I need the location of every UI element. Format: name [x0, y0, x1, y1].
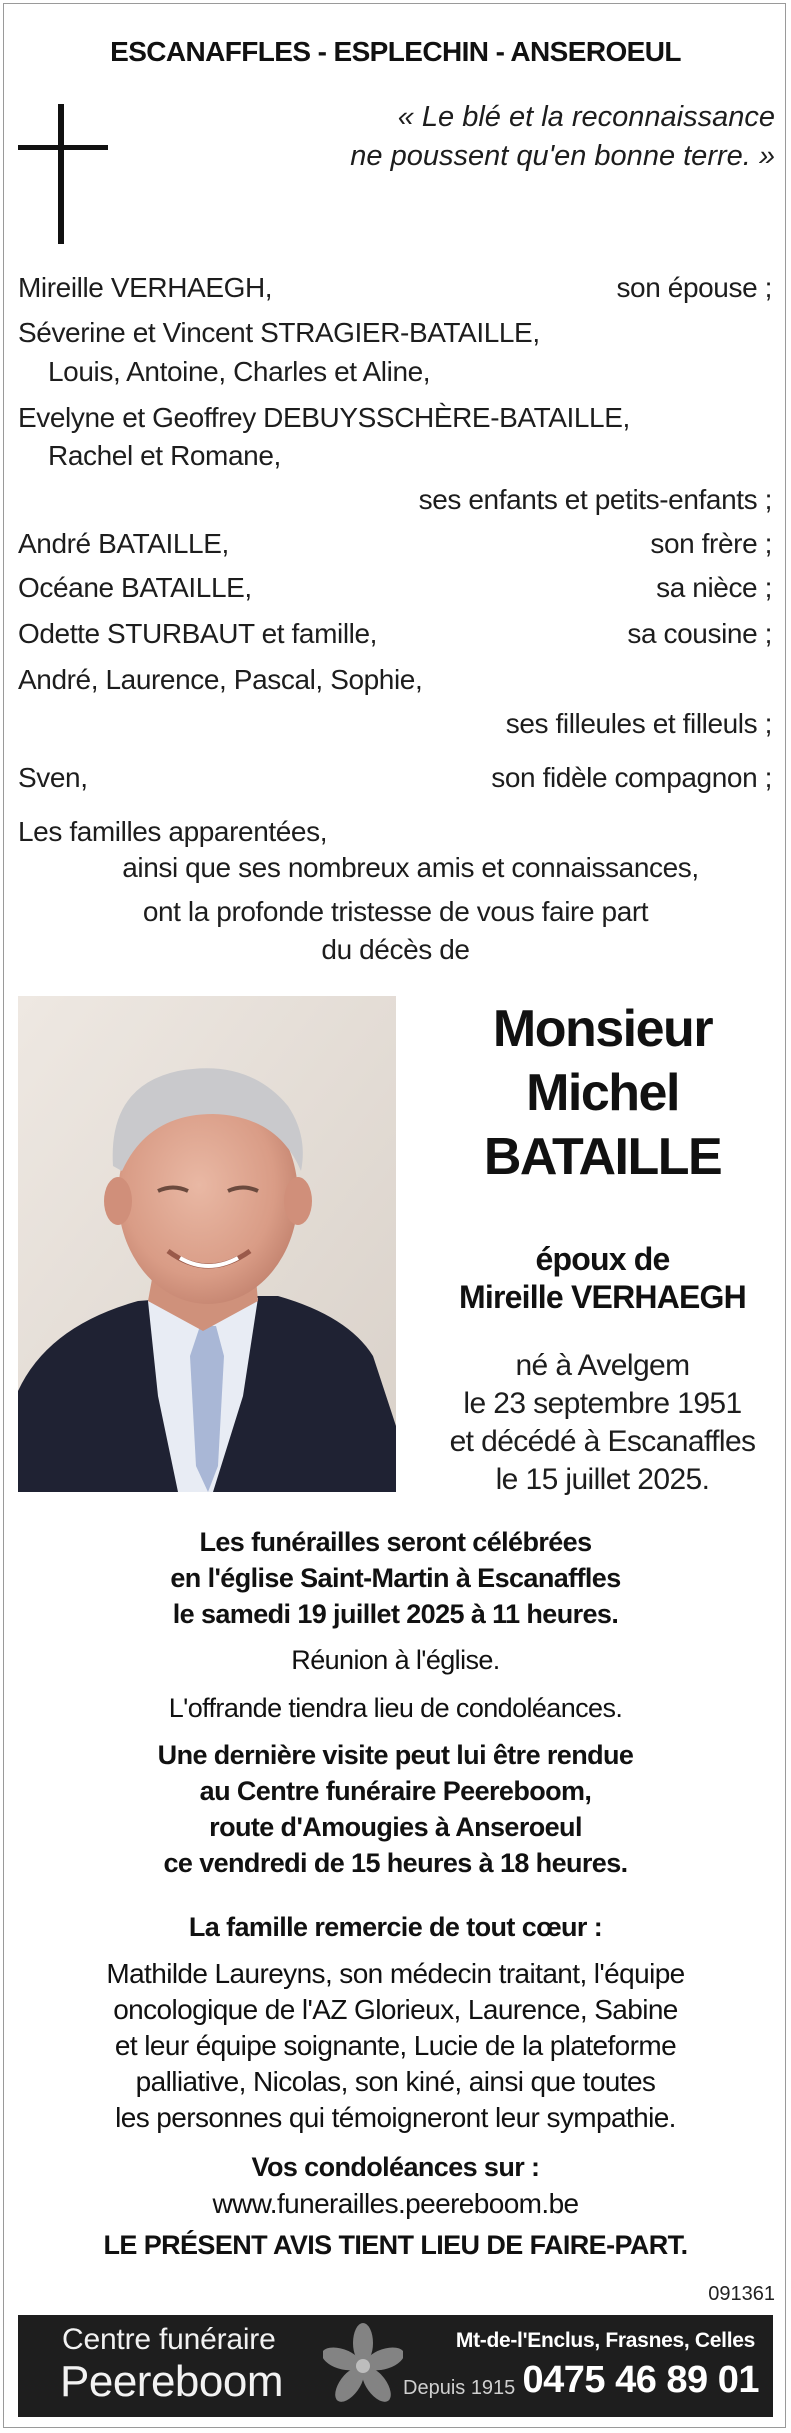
- banner-phone[interactable]: 0475 46 89 01: [522, 2359, 759, 2401]
- death-place: et décédé à Escanaffles: [449, 1425, 756, 1458]
- funeral-home-banner: [18, 2315, 773, 2417]
- relative-name: André BATAILLE,: [18, 528, 229, 559]
- relative-name: Sven,: [18, 762, 88, 793]
- deceased-title: Monsieur: [492, 1000, 713, 1058]
- family-row-brother: [18, 522, 772, 566]
- family-row-spouse: [18, 266, 772, 310]
- family-row-children: [18, 478, 772, 522]
- reference-number: 091361: [708, 2283, 775, 2305]
- relative-name: André, Laurence, Pascal, Sophie,: [18, 664, 423, 695]
- visit-line: Une dernière visite peut lui être rendue: [157, 1740, 634, 1770]
- funeral-line: L'offrande tiendra lieu de condoléances.: [168, 1693, 623, 1723]
- villages-heading: ESCANAFFLES - ESPLECHIN - ANSEROEUL: [110, 36, 681, 67]
- funeral-line: Réunion à l'église.: [291, 1645, 500, 1675]
- thanks-line: palliative, Nicolas, son kiné, ainsi que toutes: [135, 2066, 656, 2097]
- deceased-last-name: BATAILLE: [483, 1128, 722, 1186]
- thanks-line: oncologique de l'AZ Glorieux, Laurence, Sabine: [113, 1994, 678, 2025]
- banner-locations: Mt-de-l'Enclus, Frasnes, Celles: [455, 2329, 755, 2352]
- birth-date: le 23 septembre 1951: [463, 1387, 742, 1420]
- birth-place: né à Avelgem: [515, 1349, 690, 1382]
- spouse-label: époux de: [535, 1241, 670, 1277]
- deceased-first-name: Michel: [526, 1064, 679, 1122]
- banner-line: Centre funéraire: [62, 2323, 276, 2356]
- relative-name: Evelyne et Geoffrey DEBUYSSCHÈRE-BATAILLE,: [18, 402, 630, 433]
- relation: son frère ;: [650, 528, 772, 559]
- quote-line-1: « Le blé et la reconnaissance: [397, 101, 775, 133]
- relative-name: Rachel et Romane,: [48, 440, 281, 471]
- relative-name: Océane BATAILLE,: [18, 572, 252, 603]
- banner-brand: Peereboom: [60, 2357, 283, 2406]
- family-row: [18, 311, 772, 355]
- family-row-cousin: [18, 612, 772, 656]
- funeral-line: Les funérailles seront célébrées: [199, 1527, 592, 1557]
- thanks-line: Mathilde Laureyns, son médecin traitant, l'équipe: [106, 1958, 685, 1989]
- relative-name: Louis, Antoine, Charles et Aline,: [48, 356, 431, 387]
- relative-name: Odette STURBAUT et famille,: [18, 618, 378, 649]
- relation: ses enfants et petits-enfants ;: [418, 484, 772, 515]
- quote-line-2: ne poussent qu'en bonne terre. »: [350, 140, 775, 172]
- funeral-line: le samedi 19 juillet 2025 à 11 heures.: [172, 1599, 619, 1629]
- announcement-line: du décès de: [321, 934, 470, 965]
- family-row: [18, 434, 772, 478]
- thanks-line: et leur équipe soignante, Lucie de la plateforme: [114, 2030, 677, 2061]
- family-row: [18, 350, 772, 394]
- relative-name: Séverine et Vincent STRAGIER-BATAILLE,: [18, 317, 540, 348]
- thanks-line: les personnes qui témoigneront leur sympathie.: [115, 2102, 676, 2133]
- announcement-line: ont la profonde tristesse de vous faire part: [142, 896, 649, 927]
- cross-icon-bar: [18, 145, 108, 150]
- spouse-name: Mireille VERHAEGH: [459, 1279, 746, 1315]
- announcement-line: ainsi que ses nombreux amis et connaissances,: [122, 852, 699, 883]
- visit-line: route d'Amougies à Anseroeul: [209, 1812, 582, 1842]
- family-row: [18, 658, 772, 702]
- relative-name: Mireille VERHAEGH,: [18, 272, 273, 303]
- family-row-companion: [18, 756, 772, 800]
- cross-icon: [58, 104, 64, 244]
- death-date: le 15 juillet 2025.: [495, 1463, 710, 1496]
- condolences-title: Vos condoléances sur :: [251, 2152, 540, 2182]
- relative-name: Les familles apparentées,: [18, 816, 328, 847]
- notice-line: LE PRÉSENT AVIS TIENT LIEU DE FAIRE-PART.: [103, 2230, 688, 2260]
- portrait-illustration: [18, 996, 396, 1492]
- condolences-url[interactable]: www.funerailles.peereboom.be: [212, 2188, 579, 2219]
- flower-icon: [323, 2321, 403, 2413]
- funeral-line: en l'église Saint-Martin à Escanaffles: [170, 1563, 621, 1593]
- portrait-photo: [18, 996, 396, 1492]
- thanks-title: La famille remercie de tout cœur :: [188, 1912, 603, 1942]
- banner-since: Depuis 1915: [403, 2377, 516, 2399]
- relation: ses filleules et filleuls ;: [505, 708, 772, 739]
- relation: sa cousine ;: [627, 618, 772, 649]
- relation: sa nièce ;: [656, 572, 772, 603]
- family-row-niece: [18, 566, 772, 610]
- relation: son épouse ;: [616, 272, 772, 303]
- relation: son fidèle compagnon ;: [491, 762, 772, 793]
- family-row-godchildren: [18, 702, 772, 746]
- visit-line: ce vendredi de 15 heures à 18 heures.: [163, 1848, 628, 1878]
- visit-line: au Centre funéraire Peereboom,: [199, 1776, 592, 1806]
